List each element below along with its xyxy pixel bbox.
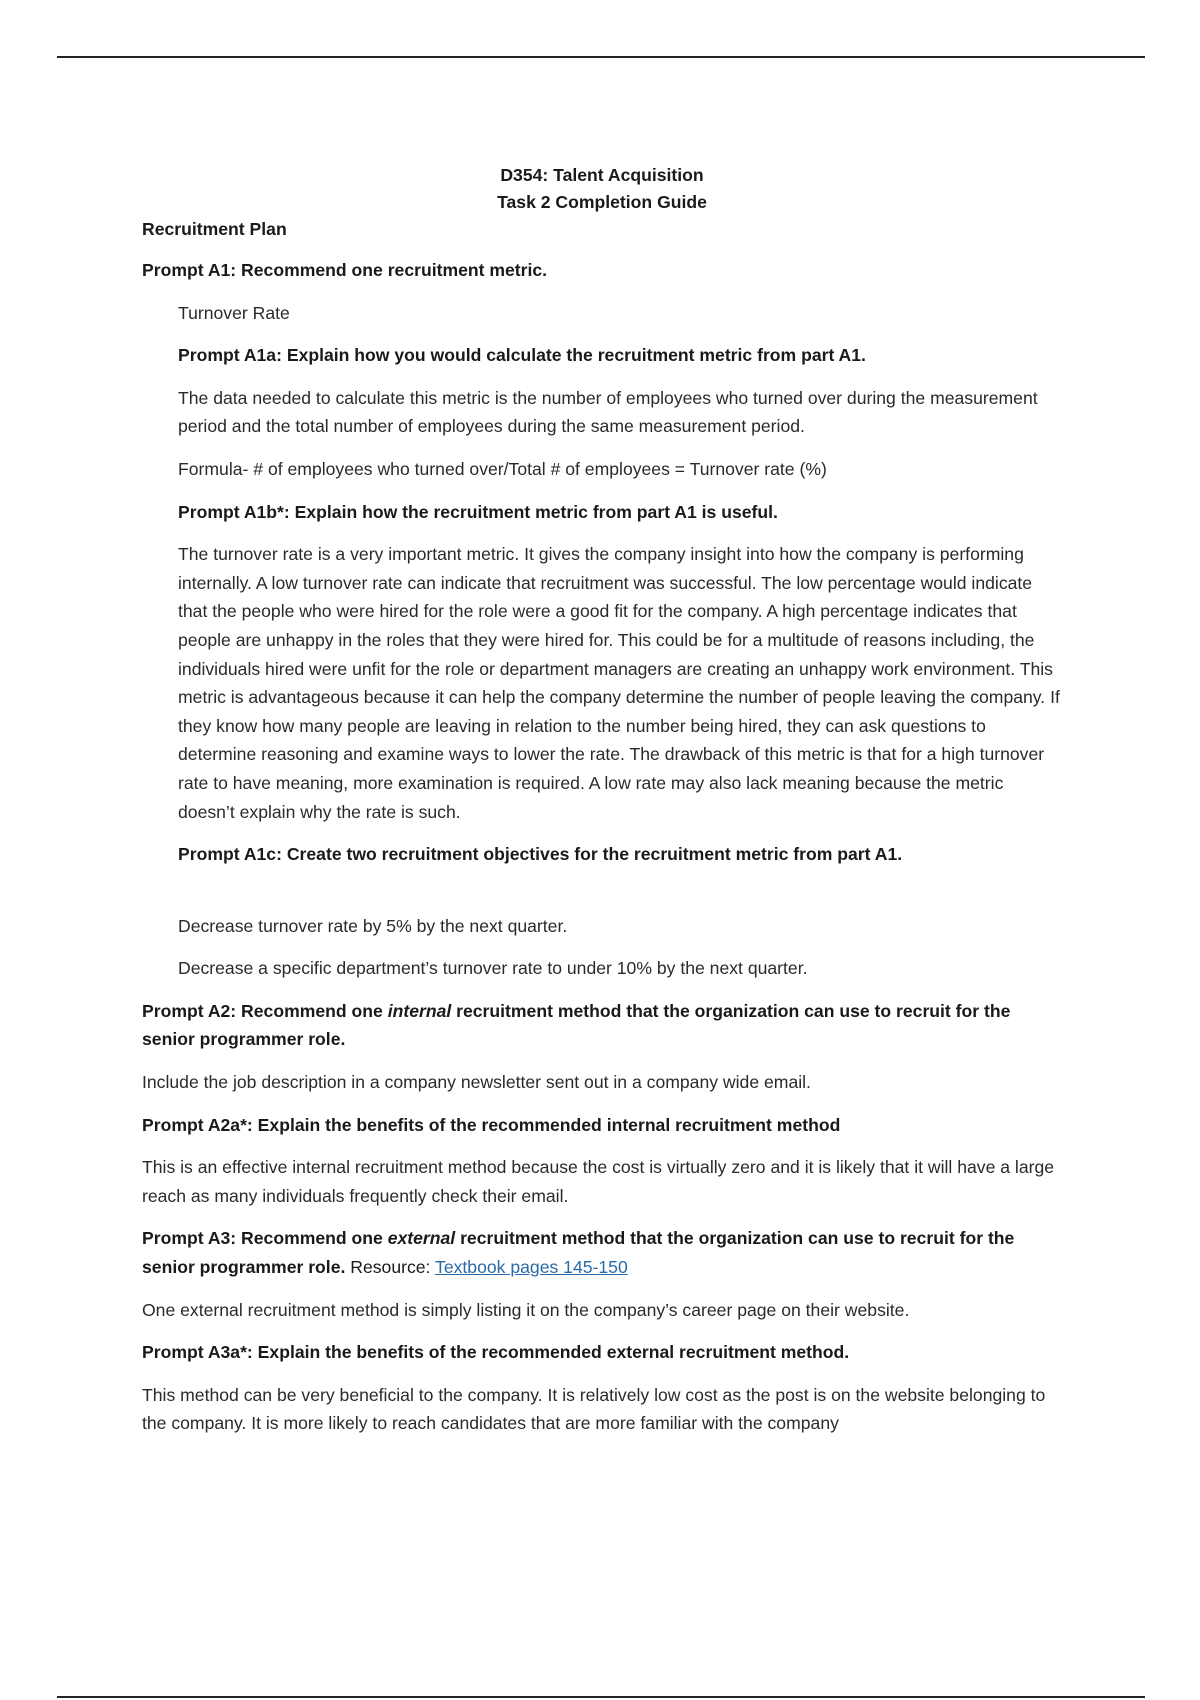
prompt-a2-text-start: Prompt A2: Recommend one: [142, 1000, 388, 1021]
prompt-a1b: Prompt A1b*: Explain how the recruitment metric from part A1 is useful.: [178, 501, 778, 522]
answer-a3a: This method can be very beneficial to the company. It is relatively low cost as the post is on the website belonging to the company. It is more likely to reach candidates that are more familiar with the company: [142, 1384, 1046, 1434]
prompt-a3: [142, 1224, 1062, 1281]
document-title-line1: D354: Talent Acquisition: [500, 165, 704, 185]
prompt-a3-resource-label: Resource:: [345, 1257, 436, 1278]
prompt-a3-text-end: recruitment method that the organization can use to recruit for the senior programmer role.: [142, 1228, 1015, 1278]
textbook-pages-link[interactable]: Textbook pages 145-150: [435, 1257, 628, 1278]
section-heading: Recruitment Plan: [142, 219, 287, 239]
prompt-a3-emphasis: external: [387, 1228, 456, 1249]
answer-a1a-paragraph: The data needed to calculate this metric is the number of employees who turned over during the measurement period and the total number of employees during the same measurement period.: [178, 387, 1038, 437]
prompt-a2a: Prompt A2a*: Explain the benefits of the recommended internal recruitment method: [142, 1114, 841, 1135]
bottom-rule: [57, 1696, 1145, 1698]
prompt-a2-text-end: recruitment method that the organization can use to recruit for the senior programmer role.: [142, 1000, 1011, 1050]
answer-a1b: The turnover rate is a very important metric. It gives the company insight into how the company is performing internally. A low turnover rate can indicate that recruitment was successful. The low percentage would indicate that the people who were hired for the role were a good fit for the company. A high percentage indicates that people are unhappy in the roles that they were hired for. This could be for a multitude of reasons including, the individuals hired were unfit for the role or department managers are creating an unhappy work environment. This metric is advantageous because it can help the company determine the number of people leaving the company. If they know how many people are leaving in relation to the number being hired, they can ask questions to determine reasoning and examine ways to lower the rate. The drawback of this metric is that for a high turnover rate to have meaning, more examination is required. A low rate may also lack meaning because the metric doesn’t explain why the rate is such.: [178, 544, 1060, 822]
answer-a1a-formula: Formula- # of employees who turned over/Total # of employees = Turnover rate (%): [178, 458, 827, 479]
answer-a1c-objective-1: Decrease turnover rate by 5% by the next quarter.: [178, 915, 568, 936]
answer-a1: Turnover Rate: [178, 302, 290, 323]
document-page: [142, 162, 1062, 1452]
prompt-a2-emphasis: internal: [387, 1000, 452, 1021]
document-title-line2: Task 2 Completion Guide: [497, 192, 707, 212]
answer-a2: Include the job description in a company newsletter sent out in a company wide email.: [142, 1072, 811, 1093]
answer-a3: One external recruitment method is simply listing it on the company’s career page on their website.: [142, 1299, 910, 1320]
answer-a2a: This is an effective internal recruitment method because the cost is virtually zero and it is likely that it will have a large reach as many individuals frequently check their email.: [142, 1157, 1055, 1206]
top-rule: [57, 56, 1145, 58]
prompt-a1a: Prompt A1a: Explain how you would calculate the recruitment metric from part A1.: [178, 345, 866, 366]
prompt-a1: Prompt A1: Recommend one recruitment metric.: [142, 260, 548, 280]
answer-a1c-objective-2: Decrease a specific department’s turnover rate to under 10% by the next quarter.: [178, 958, 808, 979]
prompt-a2: [142, 997, 1062, 1054]
prompt-a3a: Prompt A3a*: Explain the benefits of the recommended external recruitment method.: [142, 1342, 850, 1363]
prompt-a1c: Prompt A1c: Create two recruitment objectives for the recruitment metric from part A1.: [178, 844, 903, 865]
prompt-a3-text-start: Prompt A3: Recommend one: [142, 1228, 388, 1249]
